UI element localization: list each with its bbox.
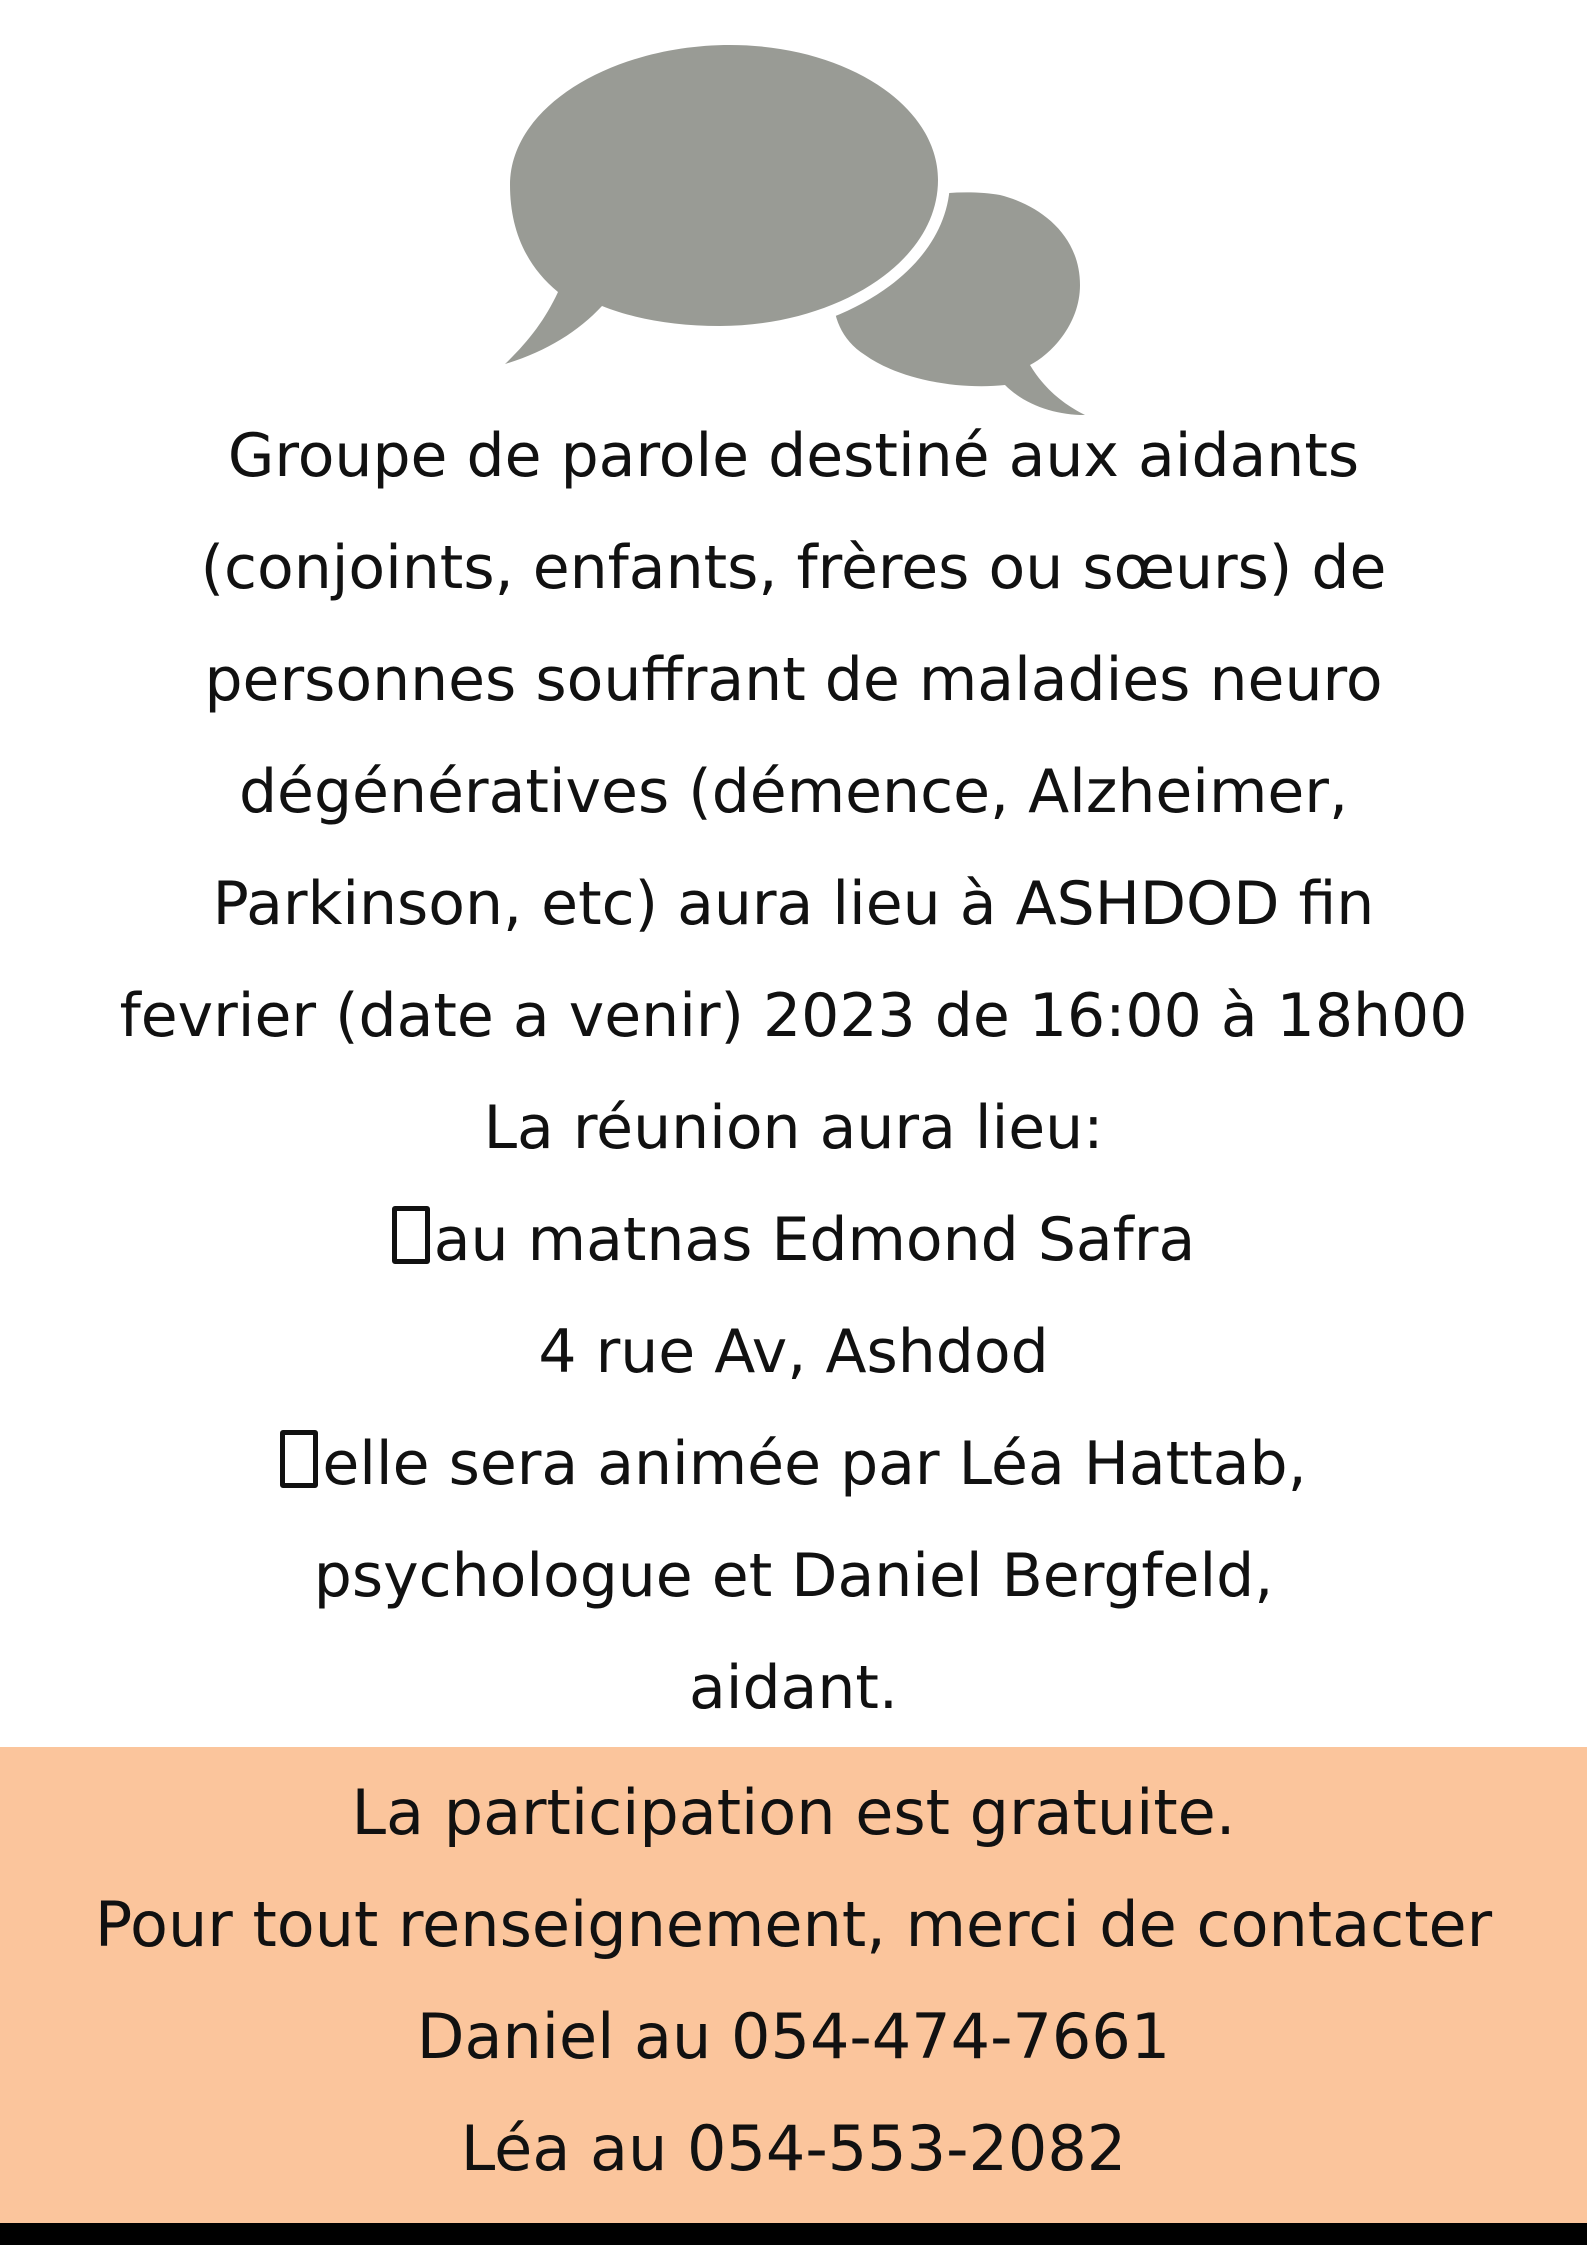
description-line: personnes souffrant de maladies neuro <box>204 645 1383 715</box>
speech-bubbles-icon <box>480 20 1120 440</box>
missing-glyph-box-icon <box>392 1206 430 1264</box>
contact-footer <box>0 1747 1587 2223</box>
facilitators-line: psychologue et Daniel Bergfeld, <box>313 1541 1274 1611</box>
contact-phone-daniel: Daniel au 054-474-7661 <box>416 2000 1171 2073</box>
description-line: (conjoints, enfants, frères ou sœurs) de <box>200 533 1387 603</box>
price-line: La participation est gratuite. <box>351 1776 1236 1849</box>
contact-phone-lea: Léa au 054-553-2082 <box>460 2112 1127 2185</box>
venue-text: au matnas Edmond Safra <box>433 1205 1196 1275</box>
date-time-line: fevrier (date a venir) 2023 de 16:00 à 18h00 <box>119 981 1468 1051</box>
facilitators-line <box>0 1408 1587 1520</box>
bottom-border <box>0 2223 1587 2245</box>
description-line: Groupe de parole destiné aux aidants <box>227 421 1360 491</box>
facilitators-text: elle sera animée par Léa Hattab, <box>322 1429 1307 1499</box>
contact-intro-line: Pour tout renseignement, merci de contacter <box>94 1888 1493 1961</box>
address-line: 4 rue Av, Ashdod <box>538 1317 1049 1387</box>
missing-glyph-box-icon <box>280 1430 318 1488</box>
description-line: dégénératives (démence, Alzheimer, <box>238 757 1349 827</box>
facilitators-line: aidant. <box>689 1653 898 1723</box>
event-description <box>0 400 1587 1744</box>
description-line: Parkinson, etc) aura lieu à ASHDOD fin <box>212 869 1375 939</box>
location-heading: La réunion aura lieu: <box>483 1093 1104 1163</box>
venue-line <box>0 1184 1587 1296</box>
